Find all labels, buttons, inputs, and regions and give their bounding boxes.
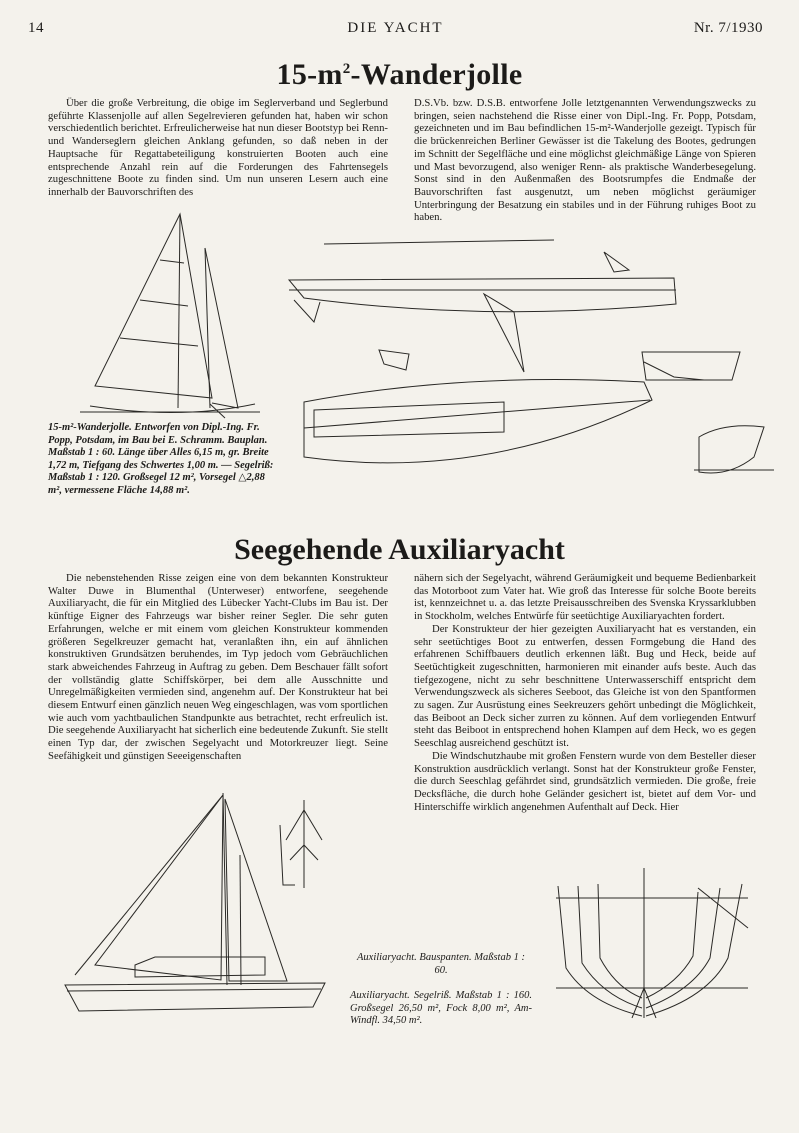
title-main: 15-m <box>276 58 343 91</box>
dinghy-construction-plan-figure <box>284 232 784 500</box>
article1-paragraph: Über die große Verbreitung, die obige im Seglerverband und Seglerbund geführte Klassenjolle auf allen Segelrevieren gefunden hat, haben wir schon verschiedentlich berichtet. Erfreulicherweise hat nun dieser Bootstyp bei Renn- und Wanderseglern gleichen Anklang gefunden, so daß neben in der Hauptsache für Regattabeteiligung konstruierten Booten auch eine entsprechende Anzahl rein auf die Forderungen des Fahrtensegels zugeschnittene Boote zu finden sind. Um nun unseren Lesern auch eine innerhalb der Bauvorschriften des <box>48 97 388 198</box>
article2-column-left <box>48 572 388 763</box>
article-title-wanderjolle <box>0 58 799 92</box>
article1-column-left <box>48 97 388 199</box>
dinghy-sail-plan-figure <box>60 208 270 420</box>
issue-number: Nr. 7/1930 <box>693 20 763 36</box>
article2-paragraph: Die nebenstehenden Risse zeigen eine von dem bekannten Konstrukteur Walter Duwe in Blumenthal (Unterweser) entworfene, seegehende Auxiliaryacht, die für ein Mitglied des Lübecker Yacht-Clubs im Bau ist. Der künftige Eigner des Fahrzeugs war bisher reiner Segler. Die sehr guten Erfahrungen, welche er mit einem vom gleichen Konstrukteur kommenden größeren Segelkreuzer gemacht hat, veranlaßten ihn, ein auf ähnlichen konstruktiven Grundsätzen beruhendes, im Typ jedoch vom Gebräuchlichen stark abweichendes Fahrzeug in Auftrag zu geben. Dem Beschauer fällt sofort der vollständig glatte Schiffskörper, bei dem alle Ausschnitte und Unregelmäßigkeiten vermieden sind, angenehm auf. Der Konstrukteur hat bei diesem Entwurf einen gänzlich neuen Weg eingeschlagen, was vom sportlichen wie auch vom yachtbaulichen Standpunkte aus betrachtet, recht erfreulich ist. Die seegehende Auxiliaryacht hat sicherlich eine bedeutende Zukunft. Sie stellt einen Typ dar, der zwischen Segelyacht und Motorkreuzer liegt. Seine Seefähigkeit und günstigen Seeeigenschaften <box>48 572 388 762</box>
article1-paragraph: D.S.Vb. bzw. D.S.B. entworfene Jolle letztgenannten Verwendungszwecks zu bringen, seien nachstehend die Risse einer von Dipl.-Ing. Fr. Popp, Potsdam, gezeichneten und im Bau befindlichen 15-m²-Wanderjolle gezeigt. Typisch für die brückenreichen Berliner Gewässer ist die Takelung des Bootes, gedrungen im Schnitt der Segelfläche und eine möglichst gleichmäßige Länge von Spieren und Mast bevorzugend, also weniger Renn- als praktische Wanderbesegelung. Sonst sind in den Außenmaßen des Bootsrumpfes die Endmaße der Bauvorschriften fast ausgenutzt, um neben möglichst geräumiger Unterbringung der Besatzung ein stabiles und in der Führung ruhiges Boot zu haben. <box>414 97 756 224</box>
title-superscript: 2 <box>342 61 351 77</box>
running-header <box>28 20 763 40</box>
frames-figure-caption: Auxiliaryacht. Bauspanten. Maßstab 1 : 60. <box>357 952 525 976</box>
article2-paragraph: Der Konstrukteur der hier gezeigten Auxiliaryacht hat es verstanden, ein sehr seetüchtiges Boot zu entwerfen, dessen Formgebung die Hand des erfahrenen Schiffbauers deutlich erkennen läßt. Bug und Heck, beide auf Seetüchtigkeit zugeschnitten, harmonieren mit einander aufs beste. Auch das tiefgezogene, nicht zu sehr beschnittene Unterwasserschiff entspricht dem Verwendungszweck als sicheres Seeboot, das Gleiche ist von den Spantformen zu sagen. Zur Ausrüstung eines Seekreuzers gehört unbedingt die Möglichkeit, das Beiboot an Deck sicher zurren zu können. Auf dem vorliegenden Entwurf steht das Beiboot in entsprechend hohen Klampen auf dem Heck, wo es gegen Seeschlag ausreichend geschützt ist. <box>414 622 756 750</box>
article-title-auxiliaryacht: Seegehende Auxiliaryacht <box>234 533 565 566</box>
journal-title: DIE YACHT <box>347 20 444 36</box>
dinghy-figure-caption: 15-m²-Wanderjolle. Entworfen von Dipl.-Ing. Fr. Popp, Potsdam, im Bau bei E. Schramm. Bauplan. Maßstab 1 : 60. Länge über Alles 6,15 m, gr. Breite 1,72 m, Tiefgang des Schwertes 1,00 m. — Segelriß: Maßstab 1 : 120. Großsegel 12 m², Vorsegel △2,88 m², vermessene Fläche 14,88 m². <box>48 422 274 496</box>
auxiliaryacht-frames-figure <box>548 868 753 1020</box>
title-tail: -Wanderjolle <box>350 58 523 91</box>
sail-plan-caption: Auxiliaryacht. Segelriß. Maßstab 1 : 160. Großsegel 26,50 m², Fock 8,00 m², Am-Windfl. 34,50 m². <box>350 990 532 1026</box>
article1-column-right <box>414 97 756 224</box>
page-number: 14 <box>28 20 44 36</box>
article2-paragraph: nähern sich der Segelyacht, während Geräumigkeit und bequeme Bedienbarkeit das Motorboot zum Vater hat. Wie groß das Interesse für solche Boote bereits ist, kennzeichnet u. a. das letzte Preisausschreiben des Svenska Kryssarklubben in Stockholm, welches Entwürfe für seetüchtige Auxiliaryachten fordert. <box>414 572 756 623</box>
article2-column-right <box>414 572 756 813</box>
article2-paragraph: Die Windschutzhaube mit großen Fenstern wurde von dem Besteller dieser Konstruktion ausdrücklich verlangt. Sonst hat der Konstrukteur große Fenster, die durch Seeschlag gefährdet sind, grundsätzlich vermieden. Die große, freie Decksfläche, die durch hohe Geländer gesichert ist, bietet auf dem Vor- und Hinterschiffe wirklich angenehmen Aufenthalt auf Deck. Hier <box>414 749 756 813</box>
mast-detail-figure <box>282 800 327 890</box>
